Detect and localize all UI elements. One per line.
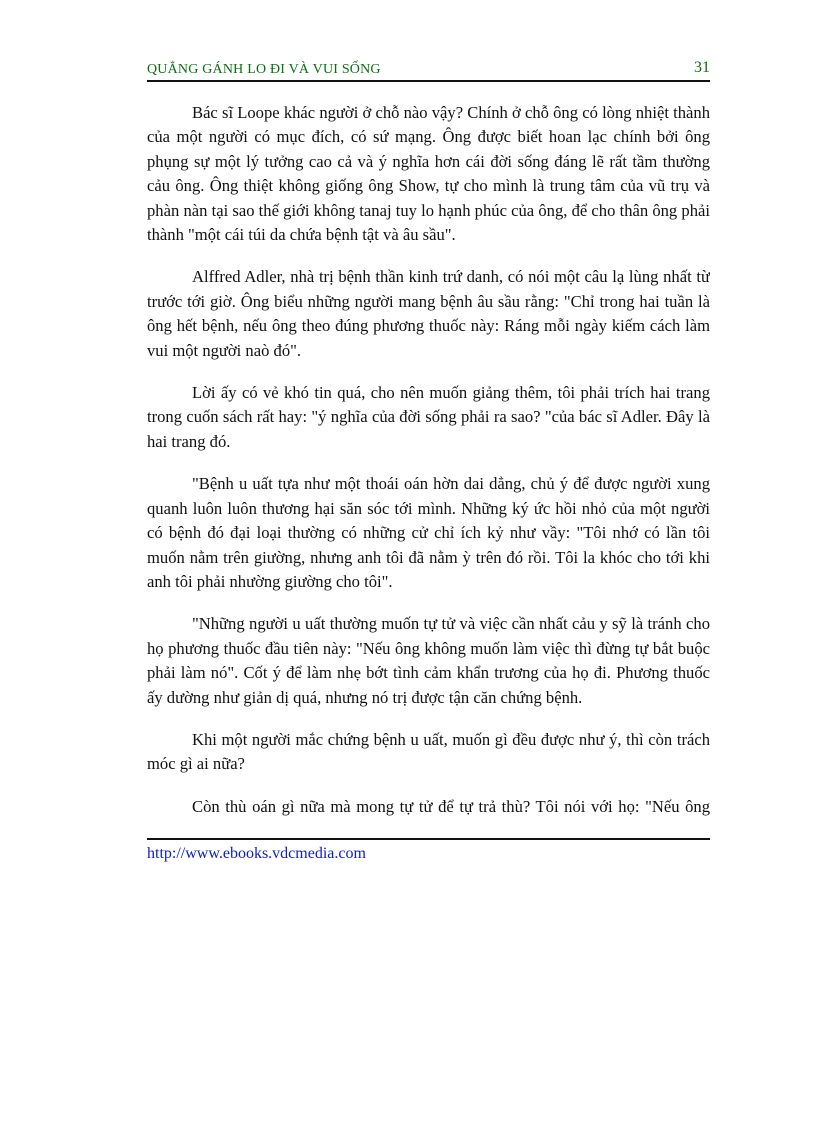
paragraph-7: Còn thù oán gì nữa mà mong tự tử để tự trả thù? Tôi nói với họ: "Nếu ông — [192, 796, 710, 816]
paragraph-2: Alffred Adler, nhà trị bệnh thần kinh trứ danh, có nói một câu lạ lùng nhất từ trước tới giờ. Ông biểu những người mang bệnh âu sầu rằng: "Chỉ trong hai tuần là ông hết bệnh, nếu ông theo đúng phương thuốc này: Ráng mỗi ngày kiếm cách làm vui một người naò đó". — [147, 267, 710, 360]
paragraph-1: Bác sĩ Loope khác người ở chỗ nào vậy? Chính ở chỗ ông có lòng nhiệt thành của một người có mục đích, có sứ mạng. Ông được biết hoan lạc chính bởi ông phụng sự một lý tưởng cao cả và ý nghĩa hơn cái đời sống đáng lẽ rất tầm thường cảu ông. Ông thiệt không giống ông Show, tự cho mình là trung tâm của vũ trụ và phàn nàn tại sao thế giới không tanaj tuy lo hạnh phúc của ông, để cho thân ông phải thành "một cái túi da chứa bệnh tật và âu sầu". — [147, 103, 710, 245]
page-body — [147, 101, 710, 821]
paragraph-4: "Bệnh u uất tựa như một thoái oán hờn dai dẳng, chủ ý để được người xung quanh luôn luôn thương hại săn sóc tới mình. Những ký ức hồi nhỏ của một người có bệnh đó đại loại thường có những cử chỉ ích kỷ như vầy: "Tôi nhớ có lần tôi muốn nằm trên giường, nhưng anh tôi đã nằm ỳ trên đó rồi. Tôi la khóc cho tới khi anh tôi phải nhường giường cho tôi". — [147, 474, 710, 591]
page-header — [147, 58, 710, 82]
page-number: 31 — [694, 59, 710, 76]
running-header-title: QUẲNG GÁNH LO ĐI VÀ VUI SỐNG — [147, 62, 381, 77]
paragraph-5: "Những người u uất thường muốn tự tử và việc cần nhất cảu y sỹ là tránh cho họ phương thuốc đầu tiên này: "Nếu ông không muốn làm việc thì đừng tự bắt buộc phải làm nó". Cốt ý để làm nhẹ bớt tình cảm khẩn trương của họ đi. Phương thuốc ấy dường như giản dị quá, nhưng nó trị được tận căn chứng bệnh. — [147, 614, 710, 707]
page-footer — [147, 838, 710, 863]
footer-website-link[interactable]: http://www.ebooks.vdcmedia.com — [147, 845, 366, 862]
paragraph-6: Khi một người mắc chứng bệnh u uất, muốn gì đều được như ý, thì còn trách móc gì ai nữa? — [147, 729, 710, 774]
paragraph-3: Lời ấy có vẻ khó tin quá, cho nên muốn giảng thêm, tôi phải trích hai trang trong cuốn sách rất hay: "ý nghĩa của đời sống phải ra sao? "của bác sĩ Adler. Đây là hai trang đó. — [147, 383, 710, 451]
